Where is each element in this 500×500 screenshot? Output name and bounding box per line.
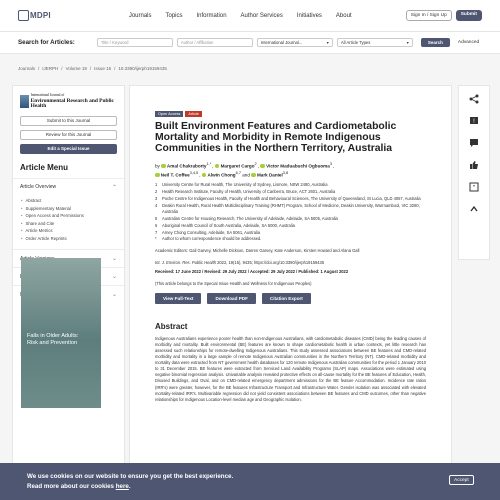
affiliation-item [155, 236, 426, 242]
review-for-journal-button[interactable]: Review for this Journal [20, 130, 117, 140]
article-type-select-value: All Article Types [340, 40, 371, 45]
article-menu-title: Article Menu [20, 162, 69, 172]
special-issue-note[interactable]: (This article belongs to the Special Issue Health and Wellness for Indigenous Peoples) [155, 281, 312, 287]
menu-item-supplementary[interactable]: • Supplementary Material [21, 206, 116, 211]
orcid-icon [202, 173, 207, 178]
affiliation-number: 4 [155, 203, 158, 209]
breadcrumb-journal[interactable]: IJERPH [42, 66, 59, 71]
mdpi-logo-icon [18, 10, 29, 21]
svg-text:": " [472, 184, 476, 192]
author-link[interactable]: Victor Maduabuchi Ogbuoma [266, 163, 330, 169]
abstract-heading: Abstract [155, 322, 188, 332]
cookie-banner [0, 463, 500, 500]
chevron-down-icon: ⌄ [111, 274, 117, 281]
sign-in-button[interactable]: Sign In / Sign Up [406, 10, 452, 21]
search-bar [0, 32, 500, 54]
menu-item-abstract[interactable]: • Abstract [21, 198, 116, 203]
cookie-message: We use cookies on our website to ensure you get the best experience. [27, 473, 234, 480]
article-type-select[interactable] [337, 38, 413, 47]
journal-name-main: Environmental Research and Public Health [30, 97, 114, 110]
like-icon[interactable] [468, 159, 480, 171]
affiliation-number: 5 [155, 215, 158, 221]
nav-topics[interactable]: Topics [165, 12, 183, 19]
authors-by: by [155, 163, 160, 169]
affiliation-number: * [155, 236, 157, 242]
menu-item-reprints[interactable]: • Order Article Reprints [21, 236, 116, 241]
journal-logo[interactable] [13, 86, 124, 116]
author-sup: 3,4,5 [189, 170, 200, 175]
author-list: by Amal Chakraborty$^{1,*}$ , Margaret Cargo$^2$ , Victor Maduabuchi Ogbuoma$^3$ , Neil T. Coffee$^{3,4,5}$ , Alwin Chong$^{6,7}$ and Mark Daniel$^{3,8}$ [155, 161, 335, 178]
nav-about[interactable]: About [335, 12, 352, 19]
comment-icon[interactable] [468, 137, 480, 149]
publication-dates: Received: 17 June 2022 / Revised: 29 July 2022 / Accepted: 29 July 2022 / Published: 1 August 2022 [155, 269, 349, 275]
chevron-down-icon: ▾ [326, 40, 329, 45]
affiliation-text: Health Research Institute, Faculty of Health, University of Canberra, Bruce, ACT 2601, Australia [162, 189, 336, 195]
mdpi-logo[interactable] [18, 10, 51, 21]
svg-text:!: ! [473, 119, 475, 125]
author-affiliation-input[interactable]: Author / Affiliation [177, 38, 253, 47]
authors-and: and [242, 172, 250, 178]
share-icon[interactable] [468, 93, 480, 105]
breadcrumb-sep: / [61, 66, 63, 71]
ad-text-line2: Risk and Prevention [27, 340, 78, 346]
menu-item-share-cite[interactable]: • Share and Cite [21, 221, 116, 226]
author-sup: 1,* [206, 161, 213, 166]
chevron-up-icon[interactable] [468, 203, 480, 215]
breadcrumb [18, 66, 167, 71]
affiliation-item [155, 230, 426, 236]
affiliation-item [155, 189, 426, 195]
author-sup: 3 [329, 161, 334, 166]
citation-line [155, 260, 426, 266]
citation-doi[interactable]: 2022, 19(15), 9435; https://doi.org/10.3390/ijerph19159435 [217, 260, 325, 266]
orcid-icon [215, 164, 220, 169]
breadcrumb-issue[interactable]: Issue 15 [94, 66, 112, 71]
affiliation-text: University Centre for Rural Health, The University of Sydney, Lismore, NSW 2480, Australia [162, 182, 328, 188]
help-icon[interactable] [468, 115, 480, 127]
nav-author-services[interactable]: Author Services [240, 12, 283, 19]
affiliation-number: 6 [155, 222, 158, 228]
citation-export-button[interactable]: Citation Export [262, 293, 311, 304]
abstract-text: Indigenous Australians experience poorer health than non-Indigenous Australians, with cardiometabolic diseases (CMD) being the leading causes of morbidity and mortality. Built environmental (BE) features are known to shape cardiometabolic health in urban contexts, yet little research has assessed such relationships for remote-dwelling Indigenous Australians. This study assessed associations between BE features and CMD-related morbidity and mortality in a large sample of remote Indigenous Australian communities in the Northern Territory (NT). CMD-related morbidity and mortality data were extracted from NT government health databases for 120 remote Indigenous Australian communities for the period 1 January 2010 to 31 December 2015. BE features were extracted from Serviced Land Availability Programs (SLAP) maps. Associations were estimated using negative binomial regression analysis. Univariable analysis revealed protective effects on all-cause mortality for the BE features of Education, Health, Disused Buildings, and Oval, and on CMD-related emergency department admissions for the BE feature Accommodation. Incidence rate ratios (IRR's) were greater, however, for the BE features Infrastructure Transport and Infrastructure Water. Gender isolation was associated with elevated mortality-related IRR's. Multivariable regression did not yield consistent associations between BE features and CMD outcomes, other than negative relationships for Indigenous Location-level median age and Geographic Isolation. [155, 336, 426, 402]
academic-editors: Academic Editors: Gail Garvey, Michelle Dickson, Darren Garvey, Kate Anderson, Kirsten Howard and Alana Gall [155, 248, 360, 254]
main-nav [129, 13, 352, 19]
advanced-search-link[interactable]: Advanced [457, 40, 480, 45]
chevron-up-icon: ⌃ [111, 184, 117, 191]
author-link[interactable]: Margaret Cargo [220, 163, 255, 169]
article-actions [155, 293, 426, 304]
journal-cover-icon [20, 95, 29, 108]
affiliation-text: Aboriginal Health Council of South Australia, Adelaide, SA 5000, Australia [162, 222, 295, 228]
author-link[interactable]: Mark Daniel [256, 172, 283, 178]
author-link[interactable]: Alwin Chong [207, 172, 236, 178]
affiliation-text: Author to whom correspondence should be addressed. [162, 236, 262, 242]
affiliation-item [155, 216, 426, 222]
cookie-here-link[interactable]: here [115, 483, 129, 490]
cookie-read-more [27, 483, 131, 490]
affiliation-item [155, 223, 426, 229]
menu-item-open-access[interactable]: • Open Access and Permissions [21, 213, 116, 218]
affiliation-item [155, 182, 426, 188]
article-title: Built Environment Features and Cardiometabolic Mortality and Morbidity in Remote Indigenous Communities in the Northern Territory, Australia [155, 121, 397, 155]
submit-to-journal-button[interactable]: Submit to this Journal [20, 116, 117, 126]
breadcrumb-journals[interactable]: Journals [18, 66, 36, 71]
affiliation-number: 7 [155, 229, 158, 235]
article-overview-toggle[interactable] [13, 178, 124, 196]
chevron-down-icon: ⌄ [111, 256, 117, 263]
article-type-badge: Article [185, 111, 202, 117]
citation-journal: Int. J. Environ. Res. Public Health [155, 260, 216, 266]
affiliation-item [155, 196, 426, 202]
breadcrumb-sep: / [114, 66, 116, 71]
title-keyword-input[interactable]: Title / Keyword [97, 38, 173, 47]
affiliation-number: 3 [155, 196, 158, 202]
orcid-icon [260, 164, 265, 169]
nav-information[interactable]: Information [196, 12, 227, 19]
affiliation-number: 1 [155, 182, 158, 188]
breadcrumb-doi: 10.3390/ijerph19159435 [118, 66, 167, 71]
article-overview-label: Article Overview [20, 184, 57, 191]
breadcrumb-sep: / [89, 66, 92, 71]
article-main [129, 85, 452, 500]
chevron-down-icon: ▾ [406, 40, 409, 45]
affiliation-text: Deakin Rural Health, Rural Health Multidisciplinary Training (RHMT) Program, School of Medicine, Deakin University, Warrnambool, VIC 3280, Australia [162, 203, 420, 214]
author-sup: 6,7 [235, 170, 241, 175]
search-label: Search for Articles: [18, 39, 75, 46]
affiliation-text: Poche Centre for Indigenous Health, Faculty of Health and Behavioural Sciences, The University of Queensland, St Lucia, QLD 4067, Australia [162, 196, 421, 202]
header-actions [406, 10, 482, 21]
search-button[interactable]: Search [421, 38, 450, 47]
affiliation-number: 2 [155, 189, 158, 195]
orcid-icon [161, 164, 166, 169]
right-action-bar [458, 85, 490, 260]
quote-icon[interactable] [468, 181, 480, 193]
author-link[interactable]: Neil T. Coffee [160, 172, 190, 178]
download-pdf-button[interactable]: Download PDF [207, 293, 255, 304]
breadcrumb-sep: / [38, 66, 40, 71]
affiliation-item [155, 203, 426, 214]
cookie-period: . [128, 483, 131, 490]
edit-special-issue-button[interactable]: Edit a Special Issue [20, 144, 117, 154]
article-overview-list [13, 198, 124, 249]
submit-button[interactable]: Submit [456, 10, 482, 21]
top-header [0, 0, 500, 32]
menu-item-metrics[interactable]: • Article Metrics [21, 228, 116, 233]
cookie-read-more-text: Read more about our cookies [27, 483, 114, 490]
journal-select-value: International Journal... [260, 40, 303, 45]
open-access-badge: Open Access [155, 111, 183, 117]
mdpi-logo-text: MDPI [30, 11, 51, 20]
article-tags [155, 111, 426, 117]
author-sup: 2 [254, 161, 258, 166]
advertisement-banner[interactable] [21, 258, 101, 408]
nav-initiatives[interactable]: Initiatives [296, 12, 322, 19]
orcid-icon [155, 173, 160, 178]
author-sup: 3,8 [282, 170, 289, 175]
chevron-down-icon: ⌄ [111, 292, 117, 299]
journal-select[interactable] [257, 38, 333, 47]
affiliation-text: Australian Centre for Housing Research, The University of Adelaide, Adelaide, SA 5005, Australia [162, 215, 338, 221]
affiliations [155, 182, 426, 242]
nav-journals[interactable]: Journals [128, 12, 152, 19]
author-link[interactable]: Amal Chakraborty [166, 163, 207, 169]
orcid-icon [251, 173, 256, 178]
affiliation-text: Arney Chong Consulting, Adelaide, SA 5061, Australia [162, 229, 261, 235]
ad-text-line1: Falls in Older Adults: [27, 333, 79, 339]
accept-cookies-button[interactable]: Accept [449, 475, 474, 485]
view-full-text-button[interactable]: View Full-Text [155, 293, 201, 304]
breadcrumb-volume[interactable]: Volume 19 [65, 66, 87, 71]
journal-name-top: International Journal of [30, 93, 65, 97]
journal-name [31, 93, 117, 110]
ad-text [27, 333, 78, 347]
